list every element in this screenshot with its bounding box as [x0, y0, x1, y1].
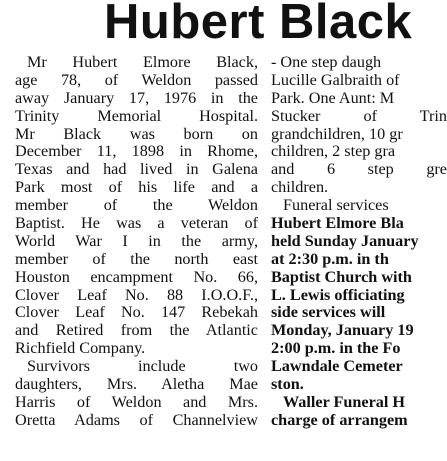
right-column-line: Waller Funeral H: [283, 392, 405, 411]
left-column-line: member of the north east: [15, 249, 258, 268]
right-column-line: Stucker of Trin: [271, 106, 447, 125]
right-column-line: Park. One Aunt: M: [271, 88, 395, 107]
left-column-line: Richfield Company.: [15, 339, 146, 358]
right-column-line: L. Lewis officiating: [271, 285, 405, 304]
left-text-column: [15, 54, 258, 430]
left-column-line: Houston encampment No. 66,: [15, 267, 258, 286]
right-column-line: children, 2 step gra: [271, 142, 396, 161]
right-column-line: - One step daugh: [271, 54, 382, 71]
right-column-line: held Sunday January: [271, 231, 419, 250]
right-column-line: ston.: [271, 375, 304, 394]
left-column-line: Baptist. He was a veteran of: [15, 214, 258, 233]
left-column-line: Mr Hubert Elmore Black,: [27, 53, 258, 71]
left-column-line: Harris of Weldon and Mrs.: [15, 392, 258, 411]
left-column-line: age 78, of Weldon passed: [15, 70, 258, 89]
right-column-line: at 2:30 p.m. in th: [271, 249, 389, 268]
right-column-line: side services will: [271, 303, 386, 322]
left-column-line: member of the Weldon: [15, 196, 258, 215]
left-column-line: Park most of his life and a: [15, 178, 258, 197]
left-column-line: World War I in the army,: [15, 231, 258, 250]
right-column-line: Lawndale Cemeter: [271, 357, 403, 376]
left-column-line: Survivors include two: [27, 357, 258, 376]
right-column-line: 2:00 p.m. in the Fo: [271, 339, 401, 358]
right-column-line: and 6 step gre: [271, 160, 447, 179]
left-column-line: daughters, Mrs. Aletha Mae: [15, 375, 258, 394]
left-column-line: Clover Leaf No. 147 Rebekah: [15, 303, 258, 322]
right-column-line: Hubert Elmore Bla: [271, 214, 404, 233]
right-column-line: Lucille Galbraith of: [271, 70, 400, 89]
right-column-line: children.: [271, 178, 329, 197]
left-column-line: and Retired from the Atlantic: [15, 321, 258, 340]
right-column-line: Monday, January 19: [271, 321, 414, 340]
right-column-line: Baptist Church with: [271, 267, 412, 286]
right-text-column: [271, 54, 447, 430]
left-column-line: away January 17, 1976 in the: [15, 88, 258, 107]
right-column-line: grandchildren, 10 gr: [271, 124, 403, 143]
left-column-line: Trinity Memorial Hospital.: [15, 106, 258, 125]
right-column-line: charge of arrangem: [271, 410, 408, 429]
obituary-headline: Hubert Black: [104, 0, 413, 49]
left-column-line: Texas and had lived in Galena: [15, 160, 258, 179]
right-column-line: Funeral services: [283, 196, 389, 215]
left-column-line: December 11, 1898 in Rhome,: [15, 142, 258, 161]
left-column-line: Oretta Adams of Channelview: [15, 410, 258, 429]
left-column-line: Clover Leaf No. 88 I.O.O.F.,: [15, 285, 258, 304]
left-column-line: Mr Black was born on: [15, 124, 258, 143]
